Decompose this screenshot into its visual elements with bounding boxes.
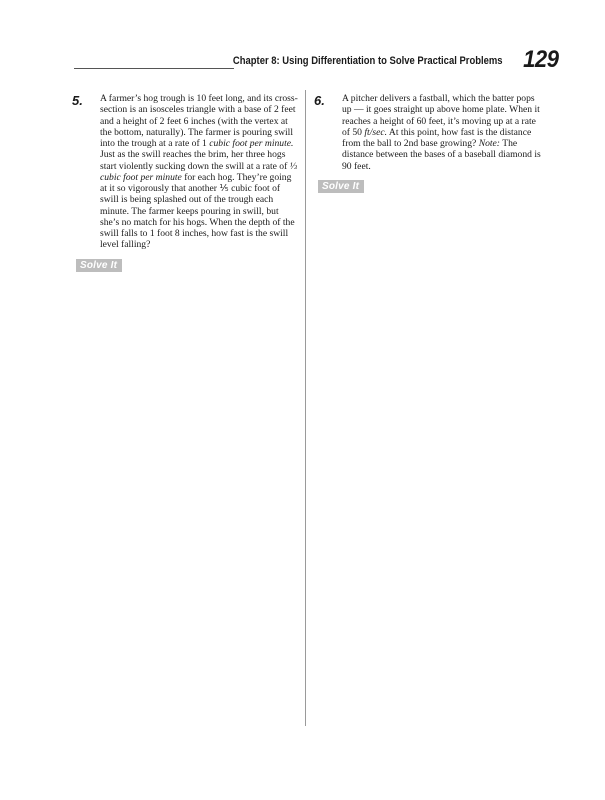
problem-number: 5. [72,93,83,108]
problem-text-part: The distance between the bases of a baseball diamond is 90 feet. [342,138,541,172]
problem-text-part: A pitcher delivers a fastball, which the batter pops up — it goes straight up above home plate. When it reaches a height of 60 feet, it’s moving up at a rate of 50 [342,93,540,138]
chapter-title: Chapter 8: Using Differentiation to Solve Practical Problems [233,55,503,67]
problem-text-part: A farmer’s hog trough is 10 feet long, and its cross-section is an isosceles triangle with a base of 2 feet and a height of 2 feet 6 inches (with the vertex at the bottom, naturally). The farmer is pouring swill into the trough at a rate of 1 [100,93,298,149]
problem-text-emphasis: Note: [478,138,501,149]
page-header [72,46,559,76]
header-rule [74,68,234,69]
problem-6 [314,93,544,194]
problem-text-part: for each hog. They’re going at it so vigorously that another ⅕ cubic foot of swill is being splashed out of the trough each minute. The farmer keeps pouring in swill, but she’s no match for his hogs. When the depth of the swill falls to 1 foot 8 inches, how fast is the swill level falling? [100,171,295,251]
problem-5 [72,93,298,273]
solve-it-label: Solve It [76,259,122,272]
problem-number: 6. [314,93,325,108]
problem-text [342,93,544,172]
problem-text [100,93,298,251]
problem-text-part: Just as the swill reaches the brim, her three hogs start violently sucking down the swill at a rate of [100,149,290,172]
column-divider [305,90,306,726]
problem-text-part: At this point, how fast is the distance from the ball to 2nd base growing? [342,126,532,149]
problem-text-emphasis: ft/sec. [364,126,388,138]
page-number: 129 [523,46,559,73]
solve-it-label: Solve It [318,180,364,193]
problem-text-emphasis: cubic foot per minute. [209,138,294,149]
problem-text-emphasis: ⅓ cubic foot per minute [100,160,297,183]
